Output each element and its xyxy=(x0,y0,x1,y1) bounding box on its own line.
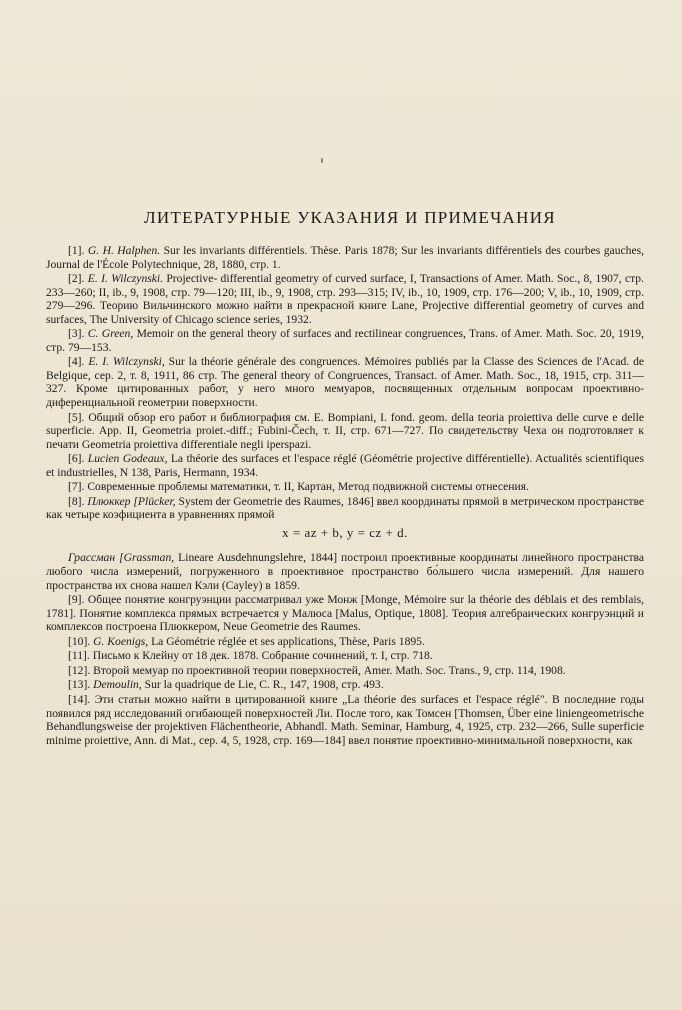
note-13 xyxy=(46,678,644,692)
note-text: Lineare Ausdehnungslehre, 1844] построил проективные координаты линейного пространства любого числа измерений, погруженного в проективное пространство бо́льшего числа измерений. Для нашего пространства их снова нашел Кэли (Cayley) в 1859. xyxy=(46,551,644,592)
note-4 xyxy=(46,355,644,409)
note-text: Sur la théorie générale des congruences. Mémoires publiés par la Classe des Sciences de l'Acad. de Belgique, сер. 2, т. 8, 1911, 86 стр. The general theory of Congruences, Transact. of Amer. Math. Soc., 18, 1915, стр. 311—327. Кроме цитированных работ, у него много мемуаров, посвященных отдельным вопросам проективно-диференциальной геометрии поверхности. xyxy=(46,355,645,410)
note-number: [10]. xyxy=(68,634,91,648)
note-author: G. Koenigs, xyxy=(93,634,149,648)
note-number: [4]. xyxy=(68,355,85,369)
note-author: Грассман [Grassman, xyxy=(68,551,175,565)
note-text: La Géométrie réglée et ses applications, Thèse, Paris 1895. xyxy=(148,634,425,648)
note-8-continued xyxy=(46,551,644,592)
page-heading: ЛИТЕРАТУРНЫЕ УКАЗАНИЯ И ПРИМЕЧАНИЯ xyxy=(144,208,556,227)
note-author: C. Green, xyxy=(87,327,134,341)
note-number: [8]. xyxy=(68,494,85,508)
note-number: [6]. xyxy=(68,452,85,466)
note-7 xyxy=(46,480,644,494)
note-number: [1]. xyxy=(68,244,85,257)
formula: x = az + b, y = cz + d. xyxy=(282,524,408,540)
note-number: [14]. xyxy=(68,692,91,706)
note-6 xyxy=(46,452,644,479)
note-text: Общее понятие конгруэнции рассматривал уже Монж [Monge, Mémoire sur la théorie des déblais et des remblais, 1781]. Понятие комплекса прямых встречается у Малюса [Malus, Optique, 1808]. Теория алгебраических конгруэнций и комплексов построена Плюккером, Neue Geometrie des Raumes. xyxy=(46,593,644,634)
note-author: Lucien Godeaux, xyxy=(87,452,168,466)
note-number: [13]. xyxy=(68,678,91,692)
note-text: Sur la quadrique de Lie, C. R., 147, 1908, стр. 493. xyxy=(141,678,384,692)
note-text: La théorie des surfaces et l'espace réglé (Géométrie projective différentielle). Actualités scientifiques et industrielles, N 138, Paris, Hermann, 1934. xyxy=(46,452,644,479)
note-12 xyxy=(46,664,644,678)
print-speck xyxy=(321,158,323,163)
note-11 xyxy=(46,649,644,663)
notes-body xyxy=(46,244,644,748)
note-number: [3]. xyxy=(68,327,85,341)
note-number: [9]. xyxy=(68,593,85,607)
note-text: System der Geometrie des Raumes, 1846] ввел координаты прямой в метрическом пространстве как четыре коэфициента в уравнениях прямой xyxy=(46,494,644,522)
note-14 xyxy=(46,693,644,747)
note-1 xyxy=(46,244,644,271)
note-number: [12]. xyxy=(68,663,91,677)
note-text: Современные проблемы математики, т. II, Картан, Метод подвижной системы отнесения. xyxy=(87,480,529,494)
note-10 xyxy=(46,635,644,649)
note-number: [7]. xyxy=(68,480,85,494)
note-author: G. H. Halphen. xyxy=(87,244,161,257)
note-author: Demoulin, xyxy=(93,678,142,692)
note-author: Плюккер [Plücker, xyxy=(87,494,176,508)
note-number: [2]. xyxy=(68,272,85,286)
note-text: Второй мемуар по проективной теории поверхностей, Amer. Math. Soc. Trans., 9, стр. 114, 1908. xyxy=(93,663,566,677)
note-5 xyxy=(46,411,644,452)
note-text: Общий обзор его работ и библиография см. E. Bompiani, I. fond. geom. della teoria proiettiva delle curve e delle superficie. App. II, Geometria proiet.-diff.; Fubini-Čech, т. II, стр. 671—727. По свидетельству Чеха он подготовляет к печати Geometria proiettiva differentiale negli iperspazi. xyxy=(46,410,644,451)
note-text: Projective- differential geometry of curved surface, I, Transactions of Amer. Math. Soc., 8, 1907, стр. 233—260; II, ib., 9, 1908, стр. 79—120; III, ib., 9, 1908, стр. 293—315; IV, ib., 10, 1909, стр. 176—200; V, ib., 10, 1909, стр. 279—296. Теорию Вильчинского можно найти в прекрасной книге Lane, Projective differential geometry of curves and surfaces, The University of Chicago science series, 1932. xyxy=(46,272,644,326)
note-author: E. I. Wilczynski, xyxy=(88,355,165,369)
note-2 xyxy=(46,272,644,326)
note-author: E. I. Wilczynski. xyxy=(87,272,164,286)
note-3 xyxy=(46,327,644,354)
note-9 xyxy=(46,593,644,634)
note-text: Письмо к Клейну от 18 дек. 1878. Собрание сочинений, т. I, стр. 718. xyxy=(92,649,433,663)
note-text: Эти статьи можно найти в цитированной книге „La théorie des surfaces et l'espace réglé". В последние годы появился ряд исследований огибающей поверхностей Ли. После того, как Томсен [Thomsen, Über eine liniengeometrische Behandlungsweise der projektiven Flächentheorie, Abhandl. Math. Seminar, Hamburg, 4, 1925, стр. 232—266, Sulle superficie minime proiettive, Ann. di Mat., сер. 4, 5, 1928, стр. 169—184] ввел понятие проективно-минимальной поверхности, как xyxy=(46,692,644,747)
note-text: Sur les invariants différentiels. Thèse. Paris 1878; Sur les invariants différentiels des courbes gauches, Journal de l'École Polytechnique, 28, 1880, стр. 1. xyxy=(46,244,644,271)
note-number: [11]. xyxy=(68,649,90,663)
note-number: [5]. xyxy=(68,410,85,424)
note-text: Memoir on the general theory of surfaces and rectilinear congruences, Trans. of Amer. Math. Soc. 20, 1919, стр. 79—153. xyxy=(46,327,644,354)
note-8 xyxy=(46,495,644,522)
